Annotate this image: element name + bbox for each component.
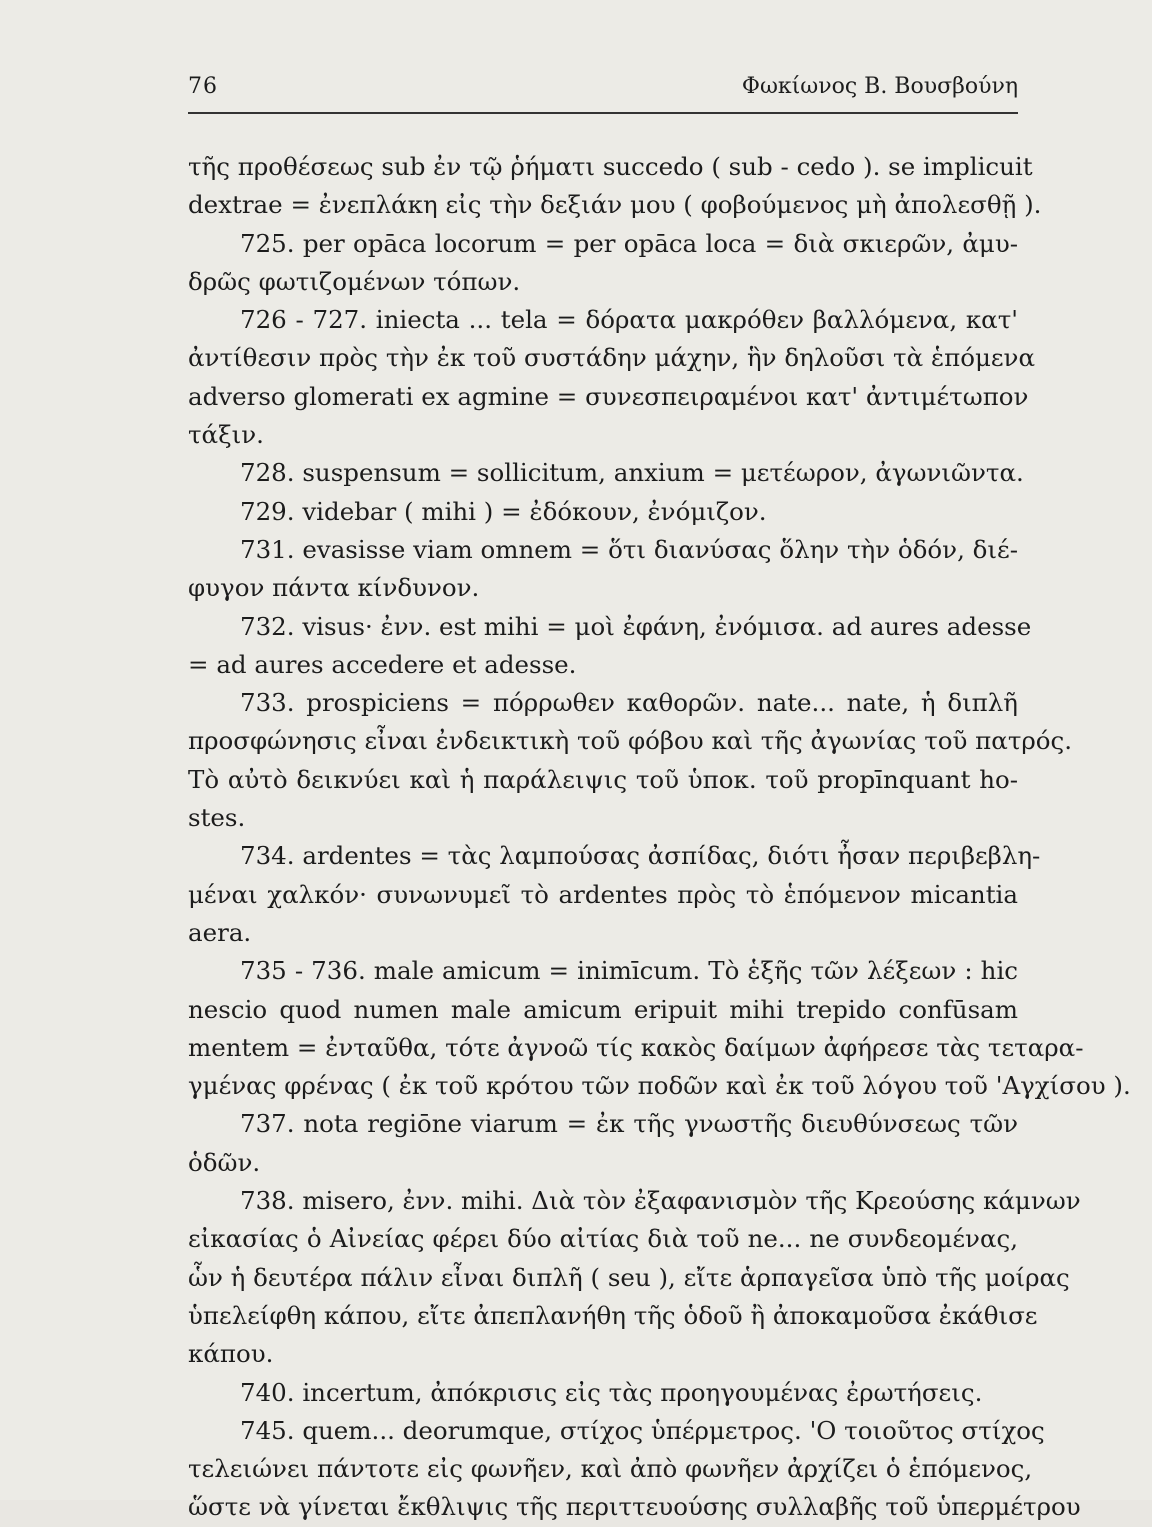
text-line: τελειώνει πάντοτε εἰς φωνῆεν, καὶ ἀπὸ φωνῆεν ἀρχίζει ὁ ἑπόμενος, — [188, 1454, 1033, 1484]
text-line: 738. misero, ἐνν. mihi. Διὰ τὸν ἐξαφανισμὸν τῆς Κρεούσης κάμνων — [240, 1186, 1081, 1216]
text-line: 732. visus· ἐνν. est mihi = μοὶ ἐφάνη, ἐνόμισα. ad aures adesse — [240, 611, 1032, 641]
text-line: 737. nota regiōne viarum = ἐκ τῆς γνωστῆς διευθύνσεως τῶν — [240, 1109, 1018, 1139]
text-line: 729. videbar ( mihi ) = ἐδόκουν, ἐνόμιζον. — [240, 496, 767, 526]
page-number: 76 — [188, 74, 218, 99]
text-line: 731. evasisse viam omnem = ὅτι διανύσας ὅλην τὴν ὁδόν, διέ- — [240, 534, 1018, 564]
text-line: dextrae = ἐνεπλάκη εἰς τὴν δεξιάν μου ( φοβούμενος μὴ ἀπολεσθῇ ). — [188, 190, 1042, 220]
text-line: mentem = ἐνταῦθα, τότε ἀγνοῶ τίς κακὸς δαίμων ἀφήρεσε τὰς τεταρα- — [188, 1032, 1084, 1062]
text-line: δρῶς φωτιζομένων τόπων. — [188, 266, 521, 296]
text-line: φυγον πάντα κίνδυνον. — [188, 573, 480, 603]
text-line: ὁδῶν. — [188, 1147, 261, 1177]
text-line: 733. prospiciens = πόρρωθεν καθορῶν. nate... nate, ἡ διπλῆ — [240, 688, 1018, 718]
text-line: 726 - 727. iniecta ... tela = δόρατα μακρόθεν βαλλόμενα, κατ' — [240, 305, 1018, 335]
text-line: aera. — [188, 917, 252, 947]
text-line: ὥστε νὰ γίνεται ἔκθλιψις τῆς περιττευούσης συλλαβῆς τοῦ ὑπερμέτρου — [188, 1492, 1081, 1522]
text-line: 728. suspensum = sollicitum, anxium = μετέωρον, ἀγωνιῶντα. — [240, 458, 1024, 488]
text-line: εἰκασίας ὁ Αἰνείας φέρει δύο αἰτίας διὰ τοῦ ne... ne συνδεομένας, — [188, 1224, 1018, 1254]
text-line: προσφώνησις εἶναι ἐνδεικτικὴ τοῦ φόβου καὶ τῆς ἀγωνίας τοῦ πατρός. — [188, 726, 1073, 756]
text-line: τάξιν. — [188, 420, 264, 450]
text-line: ἀντίθεσιν πρὸς τὴν ἐκ τοῦ συστάδην μάχην, ἣν δηλοῦσι τὰ ἑπόμενα — [188, 343, 1035, 373]
text-line: stes. — [188, 803, 246, 833]
text-line: 734. ardentes = τὰς λαμπούσας ἀσπίδας, διότι ἦσαν περιβεβλη- — [240, 841, 1041, 871]
text-line: 735 - 736. male amicum = inimīcum. Τὸ ἑξῆς τῶν λέξεων : hic — [240, 956, 1018, 986]
text-line: τῆς προθέσεως sub ἐν τῷ ῥήματι succedo ( sub - cedo ). se implicuit — [188, 152, 1033, 181]
text-line: = ad aures accedere et adesse. — [188, 649, 577, 679]
page-header — [188, 74, 1018, 114]
text-line: 725. per opāca locorum = per opāca loca = διὰ σκιερῶν, ἀμυ- — [240, 228, 1018, 258]
text-line: 745. quem... deorumque, στίχος ὑπέρμετρος. 'Ο τοιοῦτος στίχος — [240, 1415, 1045, 1445]
running-head: Φωκίωνος Β. Βουσβούνη — [741, 74, 1018, 99]
text-line: Τὸ αὐτὸ δεικνύει καὶ ἡ παράλειψις τοῦ ὑποκ. τοῦ propīnquant ho- — [188, 764, 1018, 794]
text-line: ὑπελείφθη κάπου, εἴτε ἀπεπλανήθη τῆς ὁδοῦ ἢ ἀποκαμοῦσα ἐκάθισε — [188, 1300, 1038, 1330]
text-line: ὧν ἡ δευτέρα πάλιν εἶναι διπλῆ ( seu ), εἴτε ἁρπαγεῖσα ὑπὸ τῆς μοίρας — [188, 1262, 1070, 1292]
text-line: 740. incertum, ἀπόκρισις εἰς τὰς προηγουμένας ἐρωτήσεις. — [240, 1377, 983, 1407]
text-line: μέναι χαλκόν· συνωνυμεῖ τὸ ardentes πρὸς τὸ ἑπόμενον micantia — [188, 879, 1018, 909]
text-line: nescio quod numen male amicum eripuit mihi trepido confūsam — [188, 994, 1018, 1024]
text-line: κάπου. — [188, 1339, 274, 1369]
text-line: γμένας φρένας ( ἐκ τοῦ κρότου τῶν ποδῶν καὶ ἐκ τοῦ λόγου τοῦ 'Αγχίσου ). — [188, 1071, 1131, 1101]
text-line: adverso glomerati ex agmine = συνεσπειραμένοι κατ' ἀντιμέτωπον — [188, 381, 1029, 411]
body-text — [188, 148, 1131, 1527]
